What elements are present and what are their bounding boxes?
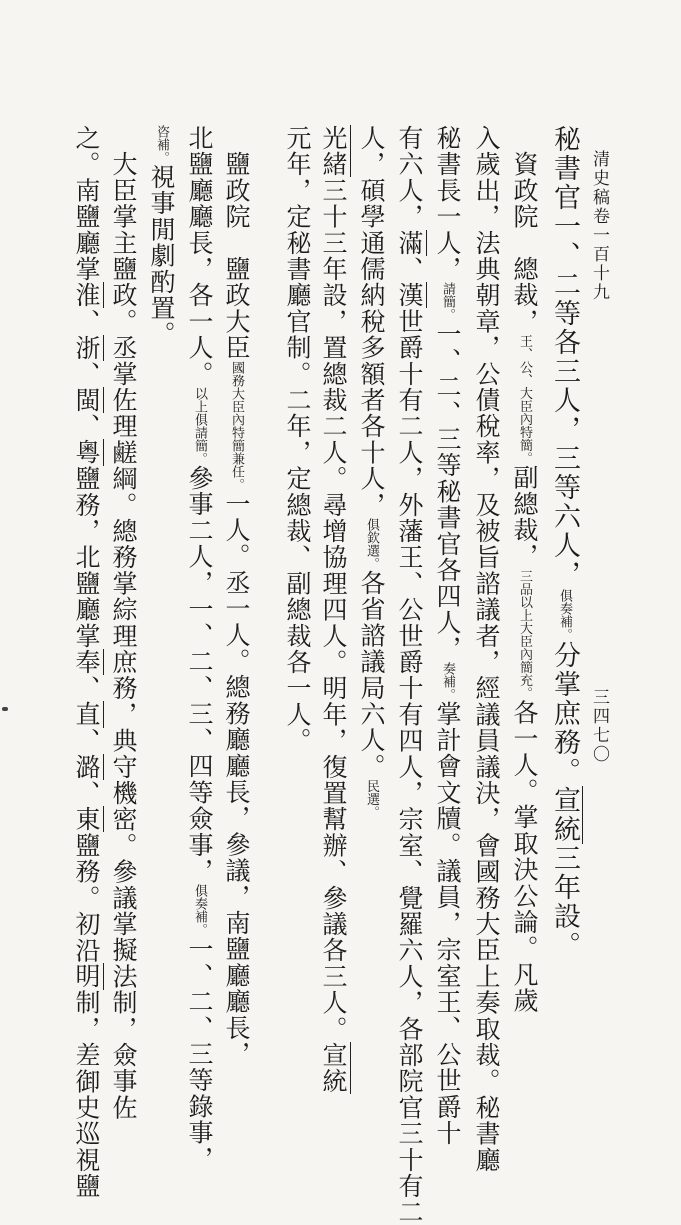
text-segment: 三十三年設，置總裁二人。尋增協理四人。明年，復置幫辦、參議各三人。 (319, 177, 348, 1043)
proper-name-mark: 浙 (72, 335, 104, 361)
text-column-9 (220, 125, 252, 1067)
proper-name-mark: 直 (72, 701, 104, 727)
interlinear-note: 俱奏補。 (192, 884, 207, 937)
text-segment: 秘書官一、二等各三人，三等六人， (549, 125, 580, 589)
text-segment: 之。南鹽廳掌 (72, 125, 101, 283)
proper-name-mark: 光緒 (319, 125, 351, 177)
text-segment: 、 (395, 256, 424, 283)
text-segment: 一、二、三等秘書官各四人， (433, 321, 462, 662)
text-column-1 (548, 125, 580, 960)
text-column-12 (107, 125, 139, 1121)
text-segment: 、 (72, 413, 101, 440)
text-segment: 、 (72, 727, 101, 754)
text-segment: 一人。丞一人。總務廳廳長，參議，南鹽廳廳長， (222, 490, 251, 1068)
proper-name-mark: 奉 (72, 649, 104, 675)
text-column-8 (281, 125, 313, 754)
running-header-title: 清史稿卷一百十九 (589, 150, 609, 302)
text-column-13 (70, 125, 102, 1199)
text-segment: 鹽政院 鹽政大臣 (222, 125, 251, 361)
text-segment: 各省諮議局六人。 (357, 570, 386, 780)
interlinear-note: 奏補。 (440, 661, 455, 701)
text-segment: 副總裁， (510, 464, 539, 570)
text-column-6 (355, 125, 387, 819)
interlinear-note: 請簡。 (440, 282, 455, 322)
text-segment: 掌計會文牘。議員，宗室王、公世爵十 (433, 700, 462, 1147)
interlinear-note: 俱欽選。 (364, 518, 379, 570)
text-segment: 一、二、三等錄事， (185, 936, 214, 1173)
text-segment: 、 (72, 308, 101, 335)
text-segment: 、 (72, 780, 101, 807)
text-segment: 資政院 總裁， (510, 125, 539, 335)
proper-name-mark: 潞 (72, 754, 104, 780)
proper-name-mark: 漢 (395, 282, 427, 308)
text-column-7 (317, 125, 349, 1094)
interlinear-note: 三品以上大臣內簡充。 (517, 569, 532, 700)
text-column-4 (431, 125, 463, 1146)
text-column-5 (393, 125, 425, 1225)
text-segment: 制，差御史巡視鹽 (72, 989, 101, 1200)
proper-name-mark: 淮 (72, 282, 104, 308)
text-segment: 人，碩學通儒納稅多額者各十人， (357, 125, 386, 518)
text-segment: 秘書長一人， (433, 125, 462, 283)
proper-name-mark: 滿 (395, 230, 427, 256)
text-segment: 鹽務，北鹽廳掌 (72, 465, 101, 650)
text-segment: 各一人。掌取決公論。凡歲 (510, 699, 539, 1014)
interlinear-note: 王、公、大臣內特簡。 (517, 334, 532, 465)
proper-name-mark: 粵 (72, 439, 104, 465)
text-segment: 參事二人，一、二、三、四等僉事， (185, 465, 214, 885)
proper-name-mark: 閩 (72, 387, 104, 413)
scan-speck (2, 707, 8, 711)
text-segment: 分掌庶務。 (549, 641, 580, 786)
text-segment: 北鹽廳廳長，各一人。 (185, 125, 214, 387)
text-segment: 、 (72, 675, 101, 702)
text-column-10 (183, 125, 215, 1172)
text-segment: 世爵十有二人，外藩王、公世爵十有四人，宗室、覺羅六人，各部院官三十有二 (395, 308, 424, 1225)
text-column-3 (470, 125, 502, 1173)
proper-name-mark: 宣統 (549, 786, 583, 844)
text-segment: 、 (72, 360, 101, 388)
interlinear-note: 民選。 (364, 779, 379, 819)
text-segment: 大臣掌主鹽政。丞掌佐理鹺綱。總務掌綜理庶務，典守機密。參議掌擬法制，僉事佐 (109, 125, 138, 1121)
text-column-11 (145, 125, 177, 347)
text-segment: 有六人， (395, 125, 424, 230)
text-segment: 元年，定秘書廳官制。二年，定總裁、副總裁各一人。 (283, 125, 312, 754)
text-segment: 三年設。 (549, 844, 580, 960)
text-segment: 視事閒劇酌置。 (147, 164, 176, 348)
interlinear-note: 以上俱請簡。 (192, 387, 207, 465)
interlinear-note: 國務大臣內特簡兼任。 (229, 360, 244, 491)
interlinear-note: 咨補。 (154, 125, 169, 164)
text-segment: 鹽務。初沿 (72, 832, 101, 964)
proper-name-mark: 明 (72, 963, 104, 989)
proper-name-mark: 宣統 (319, 1042, 351, 1094)
text-column-2 (508, 125, 540, 1014)
proper-name-mark: 東 (72, 806, 104, 832)
page-number: 三四七〇 (589, 688, 609, 764)
text-segment: 入歲出，法典朝章，公債稅率，及被旨諮議者，經議員議決，會國務大臣上奏取裁。秘書廳 (472, 125, 501, 1173)
interlinear-note: 俱奏補。 (557, 589, 572, 641)
